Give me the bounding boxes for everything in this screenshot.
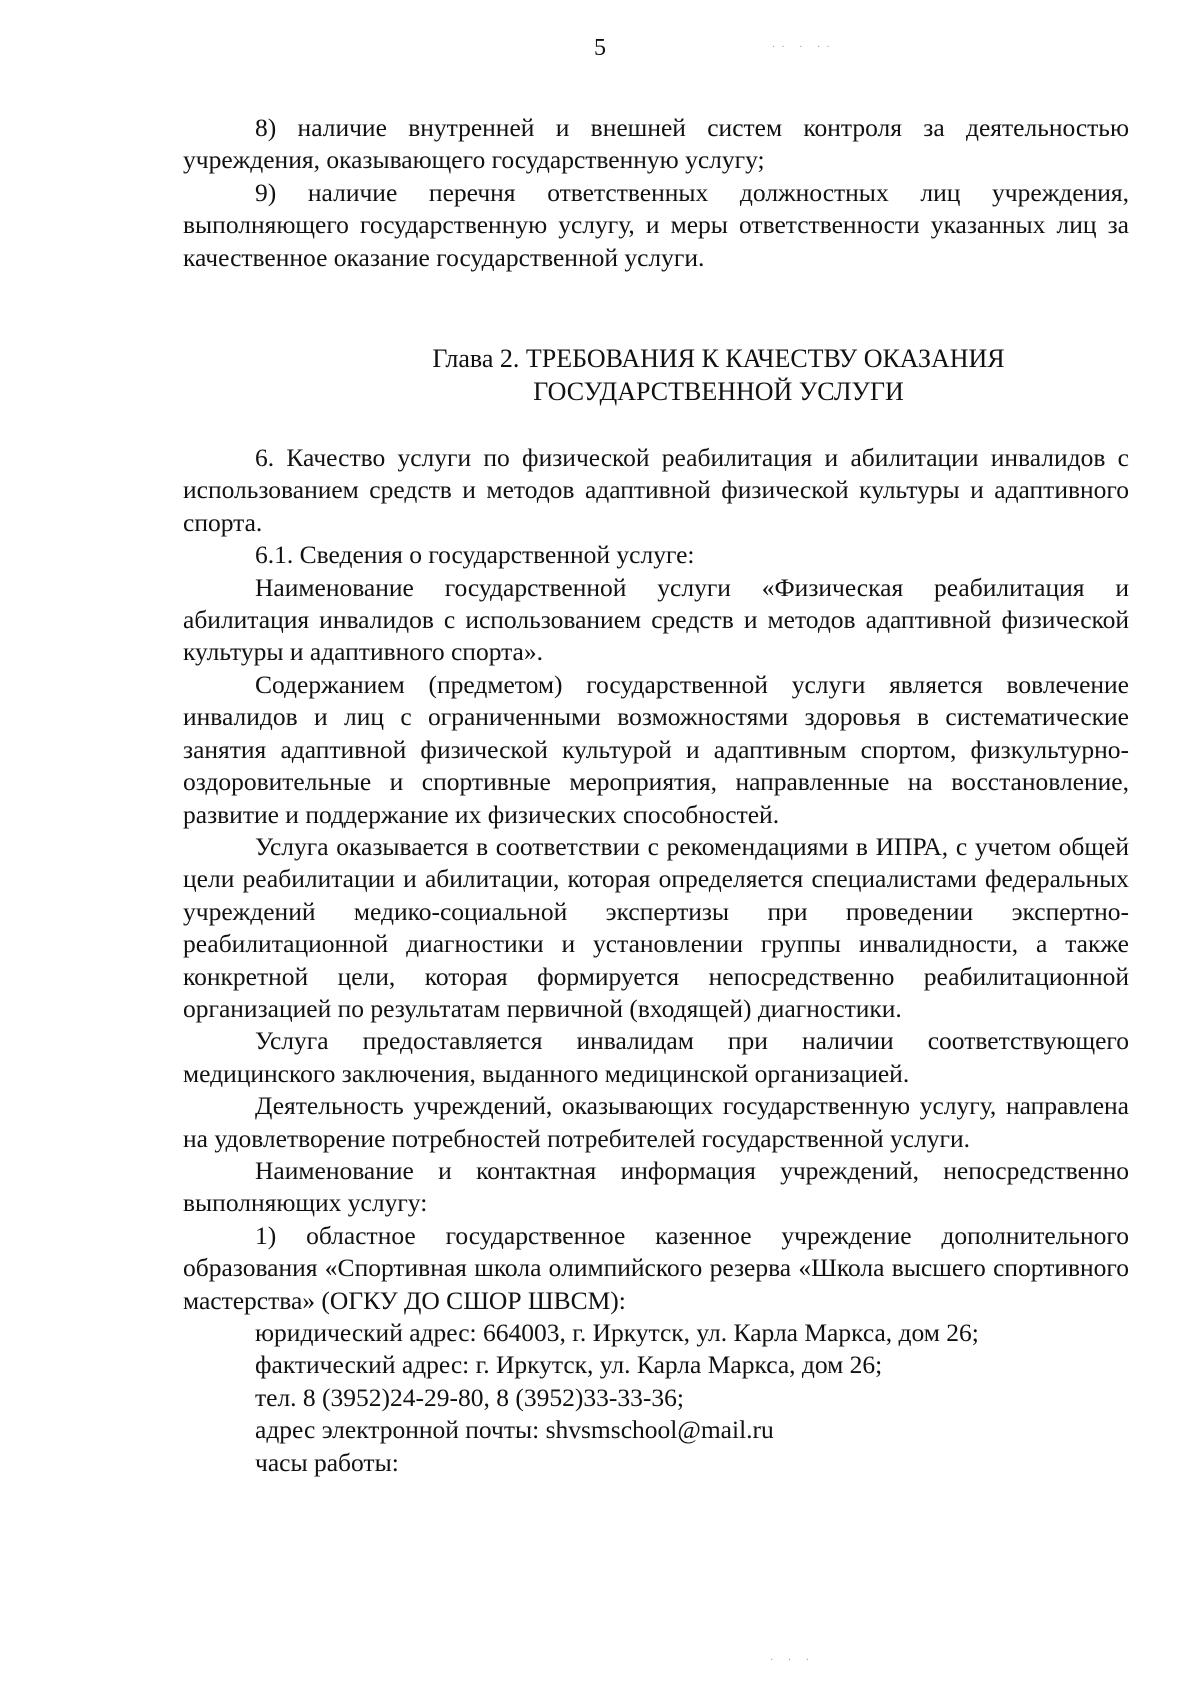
scan-speck: ·· · ··	[772, 42, 836, 53]
paragraph: Наименование государственной услуги «Физическая реабилитация и абилитация инвалидов с использованием средств и методов адаптивной физической культуры и адаптивного спорта».	[183, 572, 1129, 667]
scan-speck: · · ·	[770, 1655, 815, 1666]
legal-address: юридический адрес: 664003, г. Иркутск, ул. Карла Маркса, дом 26;	[255, 1318, 979, 1347]
email: адрес электронной почты: shvsmschool@mail.ru	[255, 1415, 774, 1445]
list-item: 8) наличие внутренней и внешней систем контроля за деятельностью учреждения, оказывающего государственную услугу;	[183, 113, 1129, 175]
chapter-heading-line: ГОСУДАРСТВЕННОЙ УСЛУГИ	[533, 377, 904, 407]
document-body	[183, 112, 1129, 1479]
chapter-heading	[183, 342, 1129, 408]
page-number: 5	[594, 35, 606, 61]
paragraph: 6. Качество услуги по физической реабилитация и абилитации инвалидов с использованием средств и методов адаптивной физической культуры и адаптивного спорта.	[183, 443, 1129, 537]
paragraph: Наименование и контактная информация учреждений, непосредственно выполняющих услугу:	[183, 1155, 1129, 1218]
working-hours: часы работы:	[255, 1447, 399, 1477]
paragraph: 6.1. Сведения о государственной услуге:	[255, 540, 695, 570]
paragraph: Услуга оказывается в соответствии с рекомендациями в ИПРА, с учетом общей цели реабилитации и абилитации, которая определяется специалистами федеральных учреждений медико-социальной экспертизы при проведении экспертно-реабилитационной диагностики и установлении группы инвалидности, а также конкретной цели, которая формируется непосредственно реабилитационной организацией по результатам первичной (входящей) диагностики.	[183, 831, 1129, 1023]
phone: тел. 8 (3952)24-29-80, 8 (3952)33-33-36;	[255, 1382, 684, 1412]
paragraph: 1) областное государственное казенное учреждение дополнительного образования «Спортивная школа олимпийского резерва «Школа высшего спортивного мастерства» (ОГКУ ДО СШОР ШВСМ):	[183, 1220, 1129, 1315]
paragraph: Содержанием (предметом) государственной услуги является вовлечение инвалидов и лиц с ограниченными возможностями здоровья в систематические занятия адаптивной физической культурой и адаптивным спортом, физкультурно-оздоровительные и спортивные мероприятия, направленные на восстановление, развитие и поддержание их физических способностей.	[183, 669, 1129, 829]
list-item: 9) наличие перечня ответственных должностных лиц учреждения, выполняющего государственную услугу, и меры ответственности указанных лиц за качественное оказание государственной услуги.	[183, 177, 1129, 272]
chapter-heading-line: Глава 2. ТРЕБОВАНИЯ К КАЧЕСТВУ ОКАЗАНИЯ	[432, 344, 1005, 374]
paragraph: Деятельность учреждений, оказывающих государственную услугу, направлена на удовлетворение потребностей потребителей государственной услуги.	[183, 1091, 1129, 1153]
paragraph: Услуга предоставляется инвалидам при наличии соответствующего медицинского заключения, выданного медицинской организацией.	[183, 1026, 1129, 1088]
actual-address: фактический адрес: г. Иркутск, ул. Карла Маркса, дом 26;	[255, 1350, 883, 1380]
